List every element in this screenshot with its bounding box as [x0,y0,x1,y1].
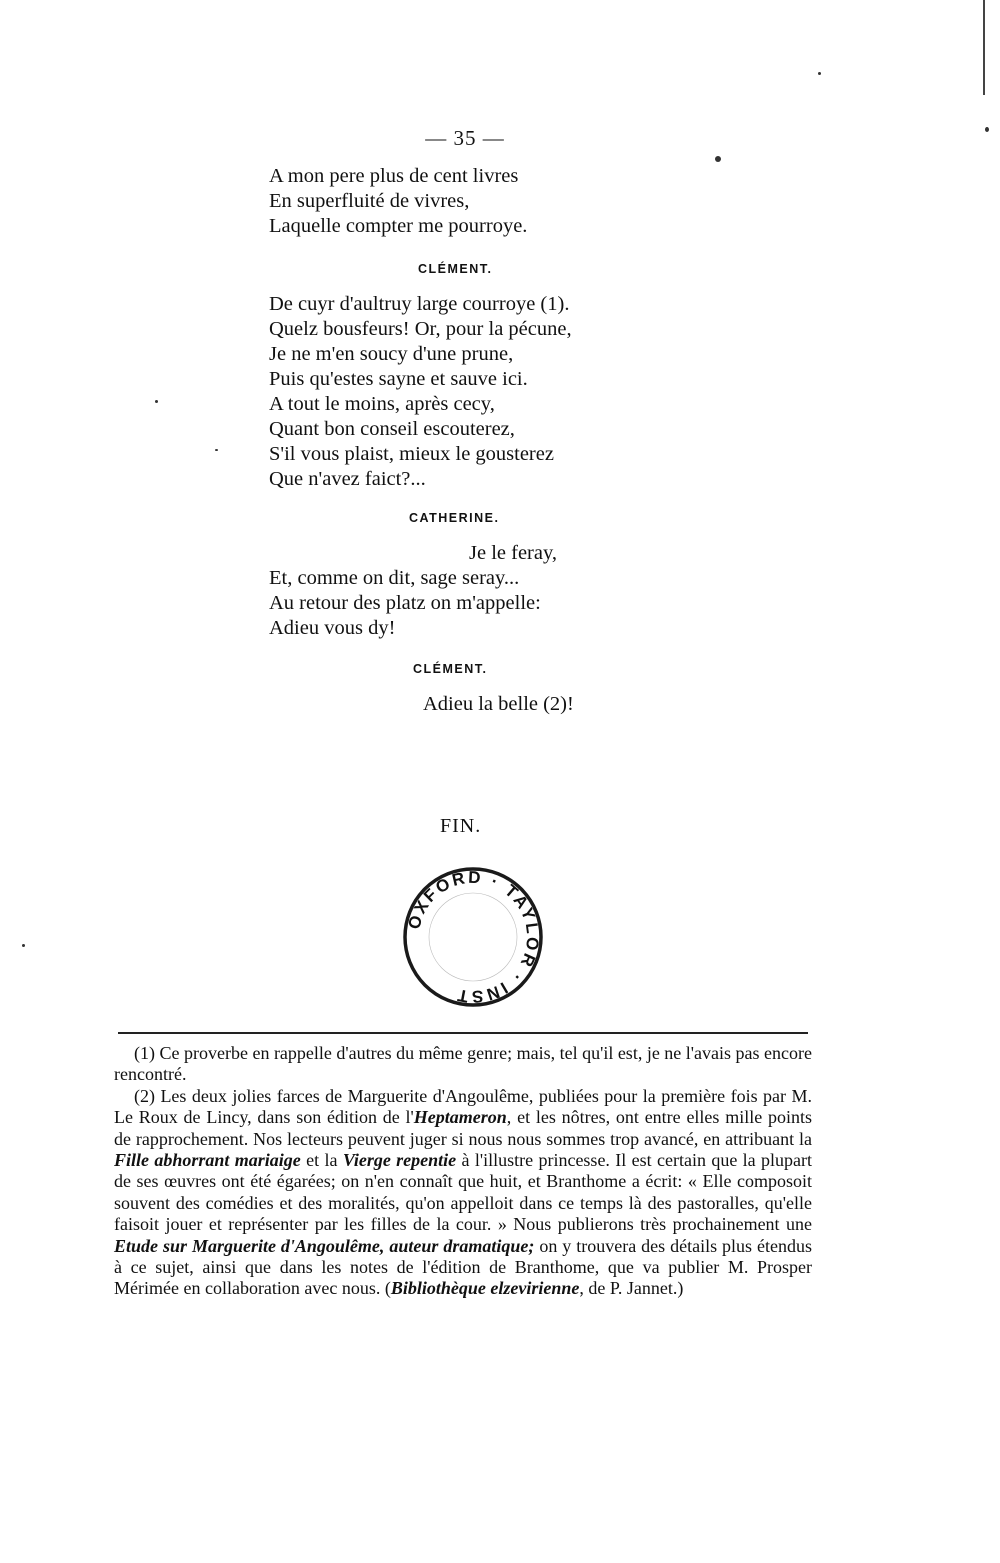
footnote-1 [114,1043,812,1086]
ink-speck [985,127,989,132]
verse-line: De cuyr d'aultruy large courroye (1). [269,293,570,315]
footnote-emphasis: Vierge repentie [342,1150,457,1171]
verse-line: A mon pere plus de cent livres [269,165,519,187]
verse-line: Et, comme on dit, sage seray... [269,567,520,589]
ending-fin: FIN. [440,815,482,837]
footnote-text: (2) Les deux jolies farces de Marguerite d'Angoulême, publiées pour la première fois par M. Le Roux de Lincy, dans son édition de l' [114,1085,812,1128]
ink-speck [155,400,158,403]
footnote-text: , de P. Jannet.) [579,1278,684,1299]
verse-block [269,292,572,492]
footnote-separator [118,1032,808,1034]
footnote-emphasis: Bibliothèque elzevirienne [390,1278,580,1299]
footnote-text: , et les nôtres, ont entre elles mille points de rapprochement. Nos lecteurs peuvent juger si nous nous sommes trop avancé, en attribuant la [114,1107,812,1149]
page-number: — 35 — [425,126,505,150]
library-stamp [402,866,544,1008]
footnote-emphasis: Heptameron [413,1107,507,1128]
footnote-2 [114,1086,812,1300]
verse-line: En superfluité de vivres, [269,190,470,212]
footnote-text: et la [300,1150,343,1171]
stamp-inner-ring [429,893,517,981]
verse-block [269,164,527,239]
verse-block [423,692,574,717]
footnote-text: on y trouvera des détails plus étendus à ce sujet, ainsi que dans les notes de l'édition de Branthome, que va publier M. Prosper Mérimée en collaboration avec nous. ( [114,1235,812,1299]
verse-line: S'il vous plaist, mieux le gousterez [269,443,554,465]
ink-speck [715,156,721,162]
verse-line: Laquelle compter me pourroye. [269,215,528,237]
ink-speck [818,72,821,75]
footnote-text: à l'illustre princesse. Il est certain que la plupart de ses œuvres ont été égarées; on n'en connaît que huit, et Branthome a écrit: « Elle composoit souvent des comédies et des moralités, qu'on appelloit dans ce temps là des pastoralles, qu'elle faisoit jouer et représenter par les filles de la cour. » Nous publierons très prochainement une [114,1150,812,1235]
footnote-emphasis: Fille abhorrant mariaige [114,1150,301,1171]
scan-edge-mark [983,0,985,95]
speaker-name: CLÉMENT. [418,262,493,276]
verse-line: Je ne m'en soucy d'une prune, [269,343,514,365]
ink-speck [22,944,25,947]
verse-line: Que n'avez faict?... [269,468,426,490]
verse-line: Je le feray, [469,542,558,564]
speaker-name: CLÉMENT. [413,662,488,676]
verse-line: Adieu vous dy! [269,617,396,639]
footnotes [114,1043,812,1300]
speaker-name: CATHERINE. [409,511,500,525]
verse-line: Au retour des platz on m'appelle: [269,592,541,614]
stamp-text: OXFORD · TAYLOR · INST [404,867,543,1007]
verse-block [269,541,557,641]
ink-speck [215,449,218,451]
verse-line: Quelz bousfeurs! Or, pour la pécune, [269,318,572,340]
verse-line: Quant bon conseil escouterez, [269,418,515,440]
verse-line: Puis qu'estes sayne et sauve ici. [269,368,528,390]
verse-line: Adieu la belle (2)! [423,693,574,715]
footnote-text: (1) Ce proverbe en rappelle d'autres du même genre; mais, tel qu'il est, je ne l'avais pas encore rencontré. [114,1043,812,1085]
verse-line: A tout le moins, après cecy, [269,393,495,415]
footnote-emphasis: Etude sur Marguerite d'Angoulême, auteur dramatique; [114,1235,535,1256]
